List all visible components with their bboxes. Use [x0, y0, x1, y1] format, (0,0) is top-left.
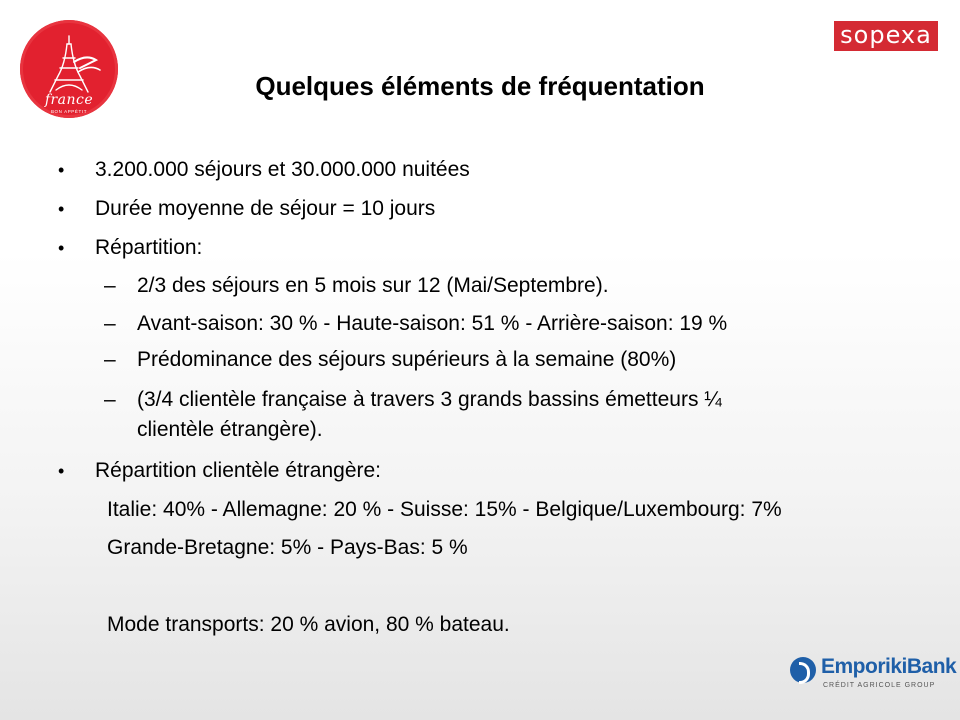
emporiki-subtitle: CRÉDIT AGRICOLE GROUP [823, 682, 936, 689]
sub-bullet-text: Prédominance des séjours supérieurs à la semaine (80%) [137, 348, 677, 371]
sub-bullet-text: 2/3 des séjours en 5 mois sur 12 (Mai/Septembre). [137, 274, 609, 297]
foreign-clientele-line: Grande-Bretagne: 5% - Pays-Bas: 5 % [107, 536, 468, 559]
bullet-marker: • [58, 461, 65, 481]
bullet-marker: • [58, 238, 65, 258]
france-logo-script: france [44, 92, 94, 108]
dash-marker: – [104, 388, 116, 411]
dash-marker: – [104, 312, 116, 335]
sub-bullet-text: (3/4 clientèle française à travers 3 grands bassins émetteurs ¼ [137, 388, 722, 411]
transport-mode-line: Mode transports: 20 % avion, 80 % bateau. [107, 613, 510, 636]
bullet-marker: • [58, 160, 65, 180]
bullet-text: 3.200.000 séjours et 30.000.000 nuitées [95, 158, 470, 181]
emporiki-mark-icon [790, 657, 816, 683]
dash-marker: – [104, 274, 116, 297]
slide-title: Quelques éléments de fréquentation [255, 71, 705, 101]
sub-bullet-text: Avant-saison: 30 % - Haute-saison: 51 % - Arrière-saison: 19 % [137, 312, 728, 335]
dash-marker: – [104, 348, 116, 371]
emporiki-name: EmporikiBank [821, 655, 957, 678]
bullet-text: Répartition clientèle étrangère: [95, 459, 382, 482]
france-logo-tagline: BON APPÉTIT [50, 109, 88, 114]
bullet-text: Durée moyenne de séjour = 10 jours [95, 197, 436, 220]
sub-bullet-text-continued: clientèle étrangère). [137, 418, 323, 441]
sopexa-logo: sopexa [834, 21, 938, 51]
france-bon-appetit-logo [20, 20, 118, 118]
emporiki-bank-logo [790, 655, 957, 695]
bullet-marker: • [58, 199, 65, 219]
bullet-text: Répartition: [95, 236, 203, 259]
foreign-clientele-line: Italie: 40% - Allemagne: 20 % - Suisse: 15% - Belgique/Luxembourg: 7% [107, 498, 782, 521]
